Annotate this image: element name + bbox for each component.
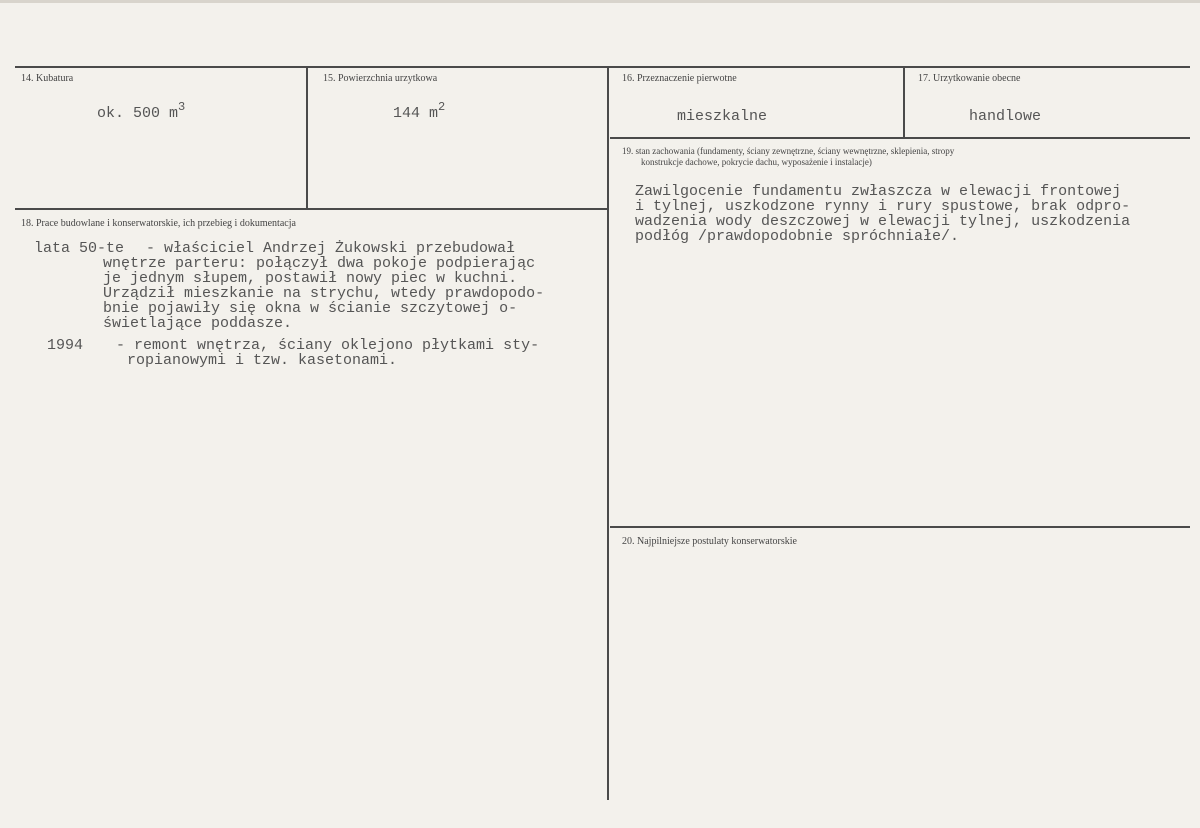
field-19-label-line2: konstrukcje dachowe, pokrycie dachu, wyposażenie i instalacje)	[641, 157, 872, 167]
field-15-value	[393, 100, 446, 122]
field-19-line: i tylnej, uszkodzone rynny i rury spustowe, brak odpro-	[635, 198, 1131, 215]
field-19-line: Zawilgocenie fundamentu zwłaszcza w elewacji frontowej	[635, 183, 1122, 200]
field-20-label: 20. Najpilniejsze postulaty konserwatorskie	[622, 536, 797, 547]
field-18-line: - właściciel Andrzej Żukowski przebudował	[146, 240, 516, 257]
field-14-text: ok. 500 m	[97, 105, 179, 122]
divider-14-15	[306, 67, 308, 209]
field-15-label: 15. Powierzchnia urzytkowa	[323, 73, 438, 84]
field-18-entry-2-text	[103, 338, 539, 368]
field-14-label: 14. Kubatura	[21, 73, 74, 84]
center-divider	[607, 67, 609, 800]
field-18-line: wnętrze parteru: połączył dwa pokoje podpierając	[103, 255, 536, 272]
field-14-superscript: 3	[178, 100, 186, 114]
card-top-edge	[0, 0, 1200, 3]
rule-under-14-15	[15, 208, 607, 210]
field-16-label: 16. Przeznaczenie pierwotne	[622, 73, 737, 84]
field-18-entry-2-year: 1994	[47, 337, 84, 354]
field-17-label: 17. Urzytkowanie obecne	[918, 73, 1021, 84]
field-19-text	[635, 184, 1130, 244]
field-19-line: wadzenia wody deszczowej w elewacji tylnej, uszkodzenia	[635, 213, 1131, 230]
rule-under-16-17	[610, 137, 1190, 139]
field-15-text: 144 m	[393, 105, 439, 122]
field-18-label: 18. Prace budowlane i konserwatorskie, ich przebieg i dokumentacja	[21, 218, 296, 229]
field-14-value	[97, 100, 186, 122]
rule-above-20	[610, 526, 1190, 528]
field-15-superscript: 2	[438, 100, 446, 114]
field-18-line: Urządził mieszkanie na strychu, wtedy prawdopodo-	[103, 285, 545, 302]
field-16-value: mieszkalne	[677, 108, 768, 125]
field-18-entry-1-text	[103, 241, 544, 331]
field-18-line: je jednym słupem, postawił nowy piec w kuchni.	[103, 270, 518, 287]
divider-16-17	[903, 67, 905, 139]
field-18-entry-1-year: lata 50-te	[34, 240, 125, 257]
field-18-line: ropianowymi i tzw. kasetonami.	[127, 352, 398, 369]
field-19-label-line1: 19. stan zachowania (fundamenty, ściany zewnętrzne, ściany wewnętrzne, sklepienia, stropy	[622, 146, 955, 156]
field-17-value: handlowe	[969, 108, 1042, 125]
field-18-line: - remont wnętrza, ściany oklejono płytkami sty-	[116, 337, 540, 354]
field-18-line: bnie pojawiły się okna w ścianie szczytowej o-	[103, 300, 518, 317]
field-18-line: świetlające poddasze.	[103, 315, 293, 332]
top-rule	[15, 66, 1190, 68]
field-19-line: podłóg /prawdopodobnie spróchniałe/.	[635, 228, 960, 245]
